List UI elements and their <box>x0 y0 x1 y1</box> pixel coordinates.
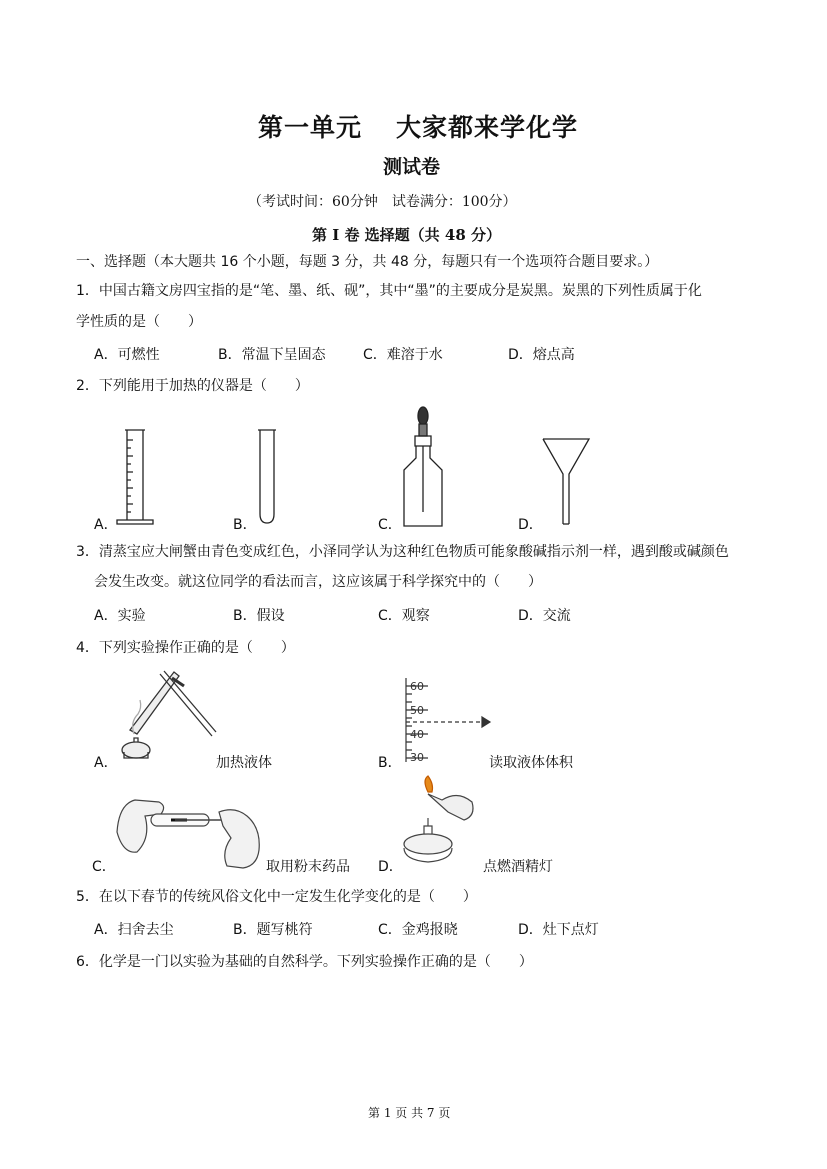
light-lamp-figure <box>398 776 480 870</box>
graduated-cylinder-figure <box>115 428 157 528</box>
cylinder-tick-30: 30 <box>410 751 424 764</box>
heating-liquid-figure <box>112 664 217 764</box>
q2-stem: 2．下列能用于加热的仪器是（ ） <box>76 378 309 394</box>
q4-option-a[interactable]: A． <box>94 755 118 771</box>
page-number: 第 1 页 共 7 页 <box>368 1106 451 1120</box>
funnel-figure <box>540 436 592 528</box>
q2-option-a[interactable]: A． <box>94 517 118 533</box>
q3-stem-line2: 会发生改变。就这位同学的看法而言，这应该属于科学探究中的（ ） <box>94 574 542 590</box>
q1-option-d[interactable]: D．熔点高 <box>508 347 575 363</box>
q3-option-c[interactable]: C．观察 <box>378 608 430 624</box>
powder-sampling-figure <box>115 792 265 870</box>
cylinder-tick-40: 40 <box>410 728 424 741</box>
q4-caption-c: 取用粉末药品 <box>266 859 350 875</box>
exam-info: （考试时间：60分钟 试卷满分：100分） <box>248 194 517 210</box>
q3-option-a[interactable]: A．实验 <box>94 608 146 624</box>
section-heading: 第 I 卷 选择题（共 48 分） <box>312 226 502 244</box>
q1-stem-line1: 1．中国古籍文房四宝指的是“笔、墨、纸、砚”，其中“墨”的主要成分是炭黑。炭黑的下列性质属于化 <box>76 283 702 299</box>
dropper-bottle-figure <box>398 402 448 528</box>
q1-option-b[interactable]: B．常温下呈固态 <box>218 347 326 363</box>
page-title-part2: 大家都来学化学 <box>396 113 579 142</box>
q4-option-b[interactable]: B． <box>378 755 402 771</box>
q4-caption-a: 加热液体 <box>216 755 272 771</box>
q3-option-d[interactable]: D．交流 <box>518 608 571 624</box>
section-instructions: 一、选择题（本大题共 16 个小题，每题 3 分，共 48 分，每题只有一个选项符合题目要求。） <box>76 254 659 270</box>
cylinder-tick-50: 50 <box>410 704 424 717</box>
q3-stem-line1: 3．清蒸宝应大闸蟹由青色变成红色，小泽同学认为这种红色物质可能象酸碱指示剂一样，遇到酸或碱颜色 <box>76 544 729 560</box>
q4-option-c[interactable]: C． <box>92 859 116 875</box>
q2-option-d[interactable]: D． <box>518 517 543 533</box>
test-tube-figure <box>255 428 279 526</box>
q1-stem-line2: 学性质的是（ ） <box>76 314 202 330</box>
q1-option-a[interactable]: A．可燃性 <box>94 347 160 363</box>
q5-option-a[interactable]: A．扫舍去尘 <box>94 922 174 938</box>
q1-option-c[interactable]: C．难溶于水 <box>363 347 443 363</box>
page-subtitle: 测试卷 <box>383 156 441 178</box>
q4-caption-b: 读取液体体积 <box>489 755 573 771</box>
read-volume-figure <box>402 676 494 764</box>
q3-option-b[interactable]: B．假设 <box>233 608 285 624</box>
page-title-part1: 第一单元 <box>258 113 363 142</box>
q6-stem: 6．化学是一门以实验为基础的自然科学。下列实验操作正确的是（ ） <box>76 954 533 970</box>
q2-option-c[interactable]: C． <box>378 517 402 533</box>
q5-option-b[interactable]: B．题写桃符 <box>233 922 313 938</box>
q4-option-d[interactable]: D． <box>378 859 403 875</box>
q2-option-b[interactable]: B． <box>233 517 257 533</box>
q5-option-d[interactable]: D．灶下点灯 <box>518 922 599 938</box>
q5-stem: 5．在以下春节的传统风俗文化中一定发生化学变化的是（ ） <box>76 889 477 905</box>
cylinder-tick-60: 60 <box>410 680 424 693</box>
q4-caption-d: 点燃酒精灯 <box>483 859 553 875</box>
q5-option-c[interactable]: C．金鸡报晓 <box>378 922 458 938</box>
q4-stem: 4．下列实验操作正确的是（ ） <box>76 640 295 656</box>
